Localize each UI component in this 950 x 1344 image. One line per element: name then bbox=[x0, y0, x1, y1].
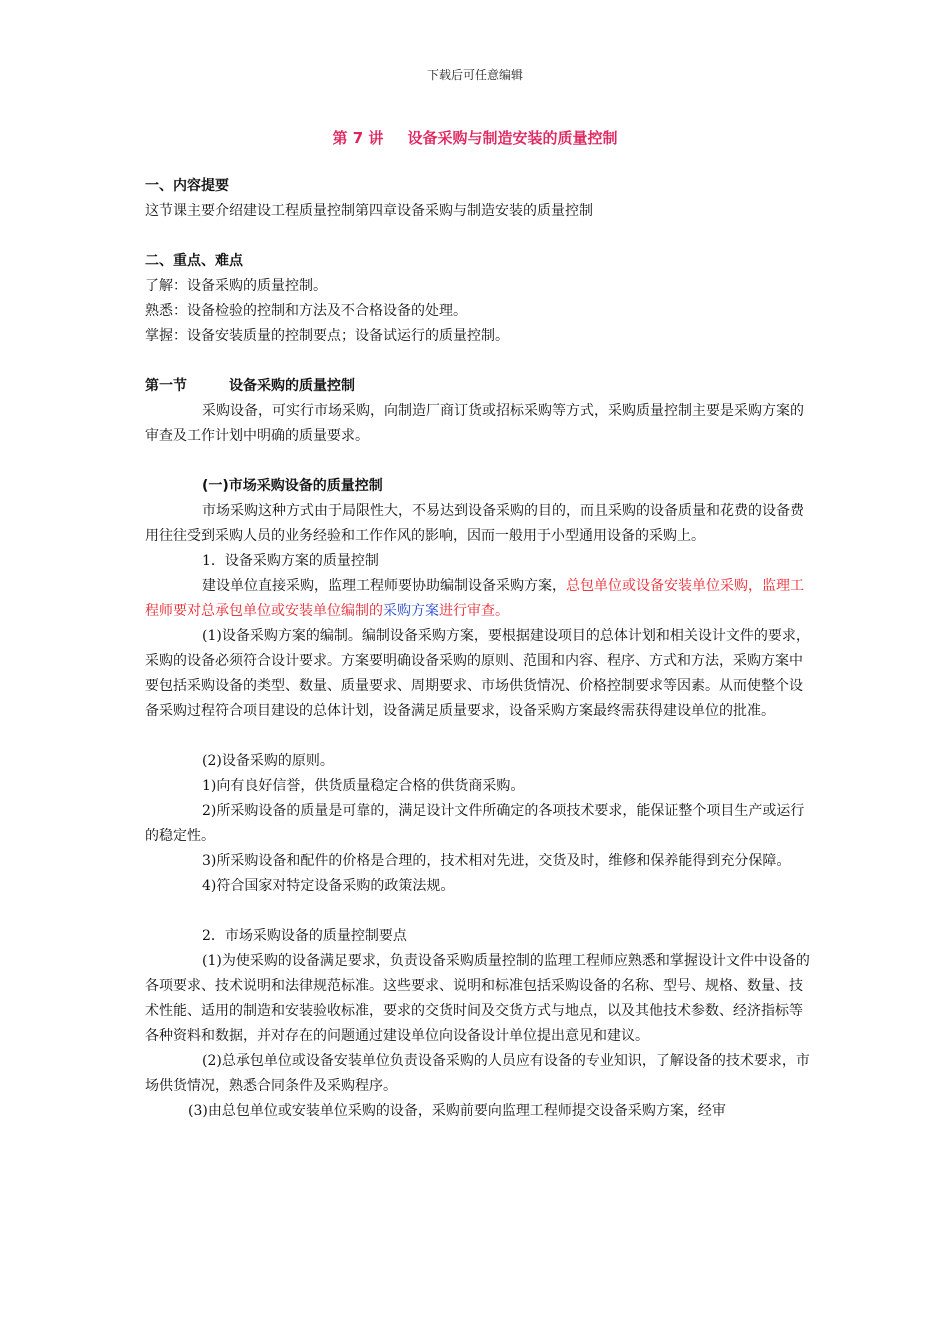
sub-heading-2: 2．市场采购设备的质量控制要点 bbox=[202, 928, 407, 944]
sub1-paragraph bbox=[145, 574, 810, 624]
keypoint-item: 掌握：设备安装质量的控制要点；设备试运行的质量控制。 bbox=[145, 328, 509, 344]
plan-paragraph: (1)设备采购方案的编制。编制设备采购方案，要根据建设项目的总体计划和相关设计文件的要求，采购的设备必须符合设计要求。方案要明确设备采购的原则、范围和内容、程序、方式和方法，采购方案中要包括采购设备的类型、数量、质量要求、周期要求、市场供货情况、价格控制要求等因素。从而使整个设备采购过程符合项目建设的总体计划，设备满足质量要求，设备采购方案最终需获得建设单位的批准。 bbox=[145, 628, 810, 719]
keypoint-item: 了解：设备采购的质量控制。 bbox=[145, 278, 327, 294]
section-heading-summary: 一、内容提要 bbox=[145, 178, 229, 194]
control-point: (2)总承包单位或设备安装单位负责设备采购的人员应有设备的专业知识，了解设备的技术要求，市场供货情况，熟悉合同条件及采购程序。 bbox=[145, 1053, 810, 1094]
principle-item: 1)向有良好信誉，供货质量稳定合格的供货商采购。 bbox=[202, 778, 525, 794]
page-title bbox=[0, 127, 950, 148]
sub1-text-red: 总包单位或设备安装单位采购，监理工程师要对总承包单位或安装单位编制的 bbox=[145, 578, 804, 619]
principle-item: 4)符合国家对特定设备采购的政策法规。 bbox=[202, 878, 455, 894]
header-note: 下载后可任意编辑 bbox=[426, 68, 523, 82]
part-intro: 市场采购这种方式由于局限性大，不易达到设备采购的目的，而且采购的设备质量和花费的设备费用往往受到采购人员的业务经验和工作作风的影响，因而一般用于小型通用设备的采购上。 bbox=[145, 503, 804, 544]
section-number: 第一节 bbox=[145, 378, 187, 394]
control-point-3: (3)由总包单位或安装单位采购的设备，采购前要向监理工程师提交设备采购方案，经审 bbox=[188, 1103, 726, 1119]
keypoint-item: 熟悉：设备检验的控制和方法及不合格设备的处理。 bbox=[145, 303, 467, 319]
sub1-text-blue: 采购方案 bbox=[383, 603, 439, 619]
sub1-text-red-end: 进行审查。 bbox=[439, 603, 509, 619]
document-body bbox=[145, 174, 810, 1124]
section-heading-chapter bbox=[145, 374, 810, 399]
principle-heading: (2)设备采购的原则。 bbox=[202, 753, 334, 769]
sub-heading-1: 1．设备采购方案的质量控制 bbox=[202, 553, 379, 569]
lecture-topic: 设备采购与制造安装的质量控制 bbox=[407, 129, 618, 147]
section-intro: 采购设备，可实行市场采购，向制造厂商订货或招标采购等方式，采购质量控制主要是采购方案的审查及工作计划中明确的质量要求。 bbox=[145, 403, 804, 444]
lecture-number: 第 7 讲 bbox=[332, 129, 384, 147]
section-heading-keypoints: 二、重点、难点 bbox=[145, 253, 243, 269]
control-point: (1)为使采购的设备满足要求，负责设备采购质量控制的监理工程师应熟悉和掌握设计文件中设备的各项要求、技术说明和法律规范标准。这些要求、说明和标准包括采购设备的名称、型号、规格、数量、技术性能、适用的制造和安装验收标准，要求的交货时间及交货方式与地点，以及其他技术参数、经济指标等各种资料和数据，并对存在的问题通过建设单位向设备设计单位提出意见和建议。 bbox=[145, 953, 810, 1044]
part-heading: (一)市场采购设备的质量控制 bbox=[202, 478, 383, 494]
principle-item: 2)所采购设备的质量是可靠的，满足设计文件所确定的各项技术要求，能保证整个项目生产或运行的稳定性。 bbox=[145, 803, 805, 844]
summary-text: 这节课主要介绍建设工程质量控制第四章设备采购与制造安装的质量控制 bbox=[145, 203, 593, 219]
sub1-text-a: 建设单位直接采购，监理工程师要协助编制设备采购方案， bbox=[202, 578, 566, 594]
principle-item: 3)所采购设备和配件的价格是合理的，技术相对先进，交货及时，维修和保养能得到充分保障。 bbox=[202, 853, 791, 869]
section-name: 设备采购的质量控制 bbox=[229, 378, 355, 394]
